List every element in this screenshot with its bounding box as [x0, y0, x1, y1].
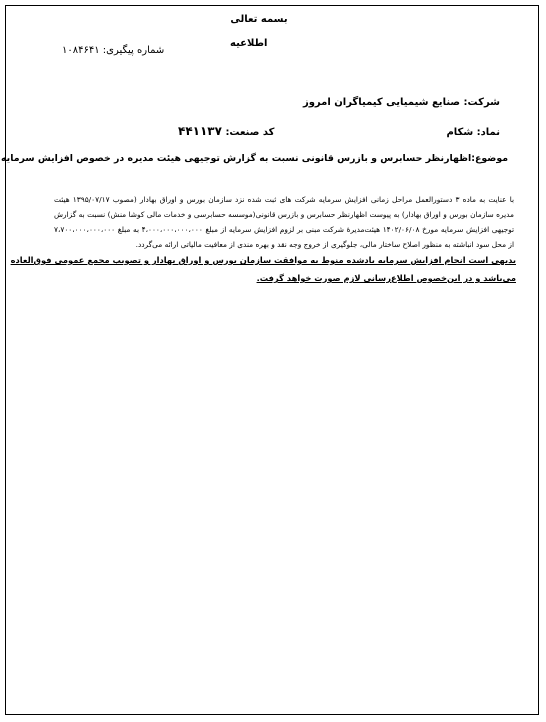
bismillah-heading: بسمه تعالی: [230, 14, 288, 25]
emphasis-line-2-text: می‌باشد و در این‌خصوص اطلاع‌رسانی لازم صورت خواهد گرفت.: [256, 273, 516, 283]
industry-code-value: ۴۴۱۱۳۷: [178, 124, 222, 138]
tracking-number: شماره پیگیری: ۱۰۸۴۶۴۱: [62, 45, 165, 56]
notice-title: اطلاعیه: [230, 38, 268, 49]
subject-line: موضوع:اظهارنظر حسابرس و بازرس قانونی نسبت به گزارش توجیهی هیئت مدیره در خصوص افزایش سرمایه: [1, 153, 508, 164]
page-border: [5, 5, 539, 715]
stock-symbol: نماد: شکام: [446, 127, 500, 138]
industry-code-label: کد صنعت:: [225, 127, 275, 138]
body-paragraph: با عنایت به ماده ۳ دستورالعمل مراحل زمانی افزایش سرمایه شرکت های ثبت شده نزد سازمان بورس و اوراق بهادار (مصوب ۱۳۹۵/۰۷/۱۷ هیئت مدیره سازمان بورس و اوراق بهادار) به پیوست اظهارنظر حسابرس و بازرس قانونی(موسسه حسابرسی و خدمات مالی کوشا منش) نسبت به گزارش توجیهی افزایش سرمایه مورخ ۱۴۰۲/۰۶/۰۸ هیئت‌مدیرهٔ شرکت مبنی بر لزوم افزایش سرمایه از مبلغ ۴،۰۰۰،۰۰۰،۰۰۰،۰۰۰ به مبلغ ۷،۷۰۰،۰۰۰،۰۰۰،۰۰۰ از محل سود انباشته به منظور اصلاح ساختار مالی، جلوگیری از خروج وجه نقد و بهره مندی از معافیت مالیاتی ارائه می‌گردد.: [54, 195, 515, 249]
emphasis-line-2: [54, 273, 516, 283]
company-name: شرکت: صنایع شیمیایی کیمیاگران امروز: [302, 97, 500, 108]
emphasis-line-1: بدیهی است انجام افزایش سرمایه یادشده منوط به موافقت سازمان بورس و اوراق بهادار و تصویب مجمع عمومی فوق‌العاده: [10, 255, 516, 265]
industry-code: [178, 124, 275, 138]
